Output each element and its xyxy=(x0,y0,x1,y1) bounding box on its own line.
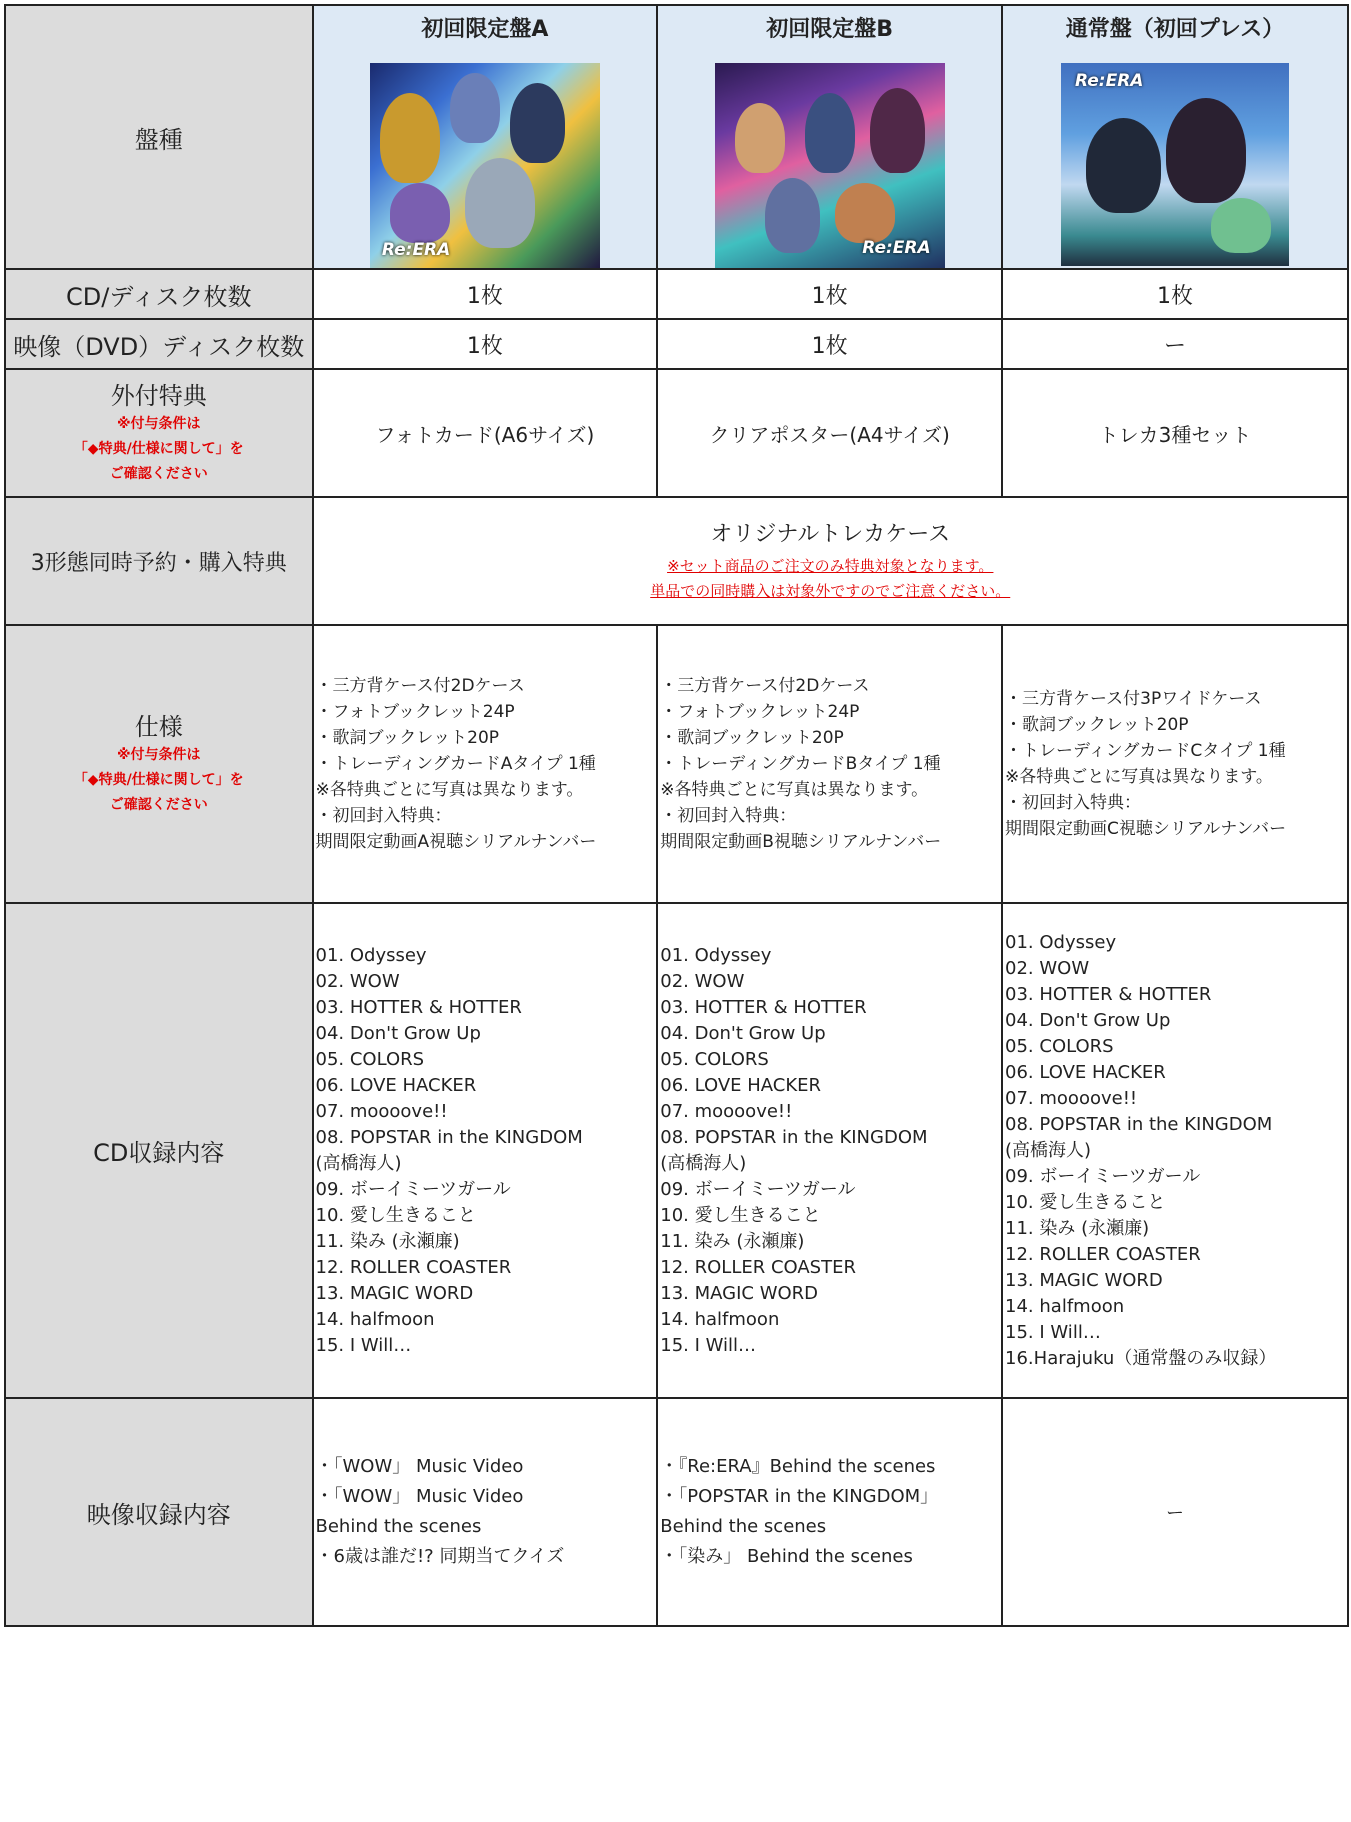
track-item: 01. Odyssey xyxy=(315,944,427,966)
cd-tracks-row xyxy=(5,903,1348,1398)
spec-line: ・三方背ケース付2Dケース xyxy=(660,676,870,696)
set-bonus-note-2: 単品での同時購入は対象外ですのでご注意ください。 xyxy=(650,582,1011,600)
bonus-c: トレカ3種セット xyxy=(1002,369,1348,497)
cd-tracks-c xyxy=(1002,903,1348,1398)
video-b xyxy=(657,1398,1002,1626)
row-label-set-bonus: 3形態同時予約・購入特典 xyxy=(5,497,313,625)
cd-tracks-a xyxy=(313,903,658,1398)
cd-count-row xyxy=(5,269,1348,319)
product-title-b: 初回限定盤B xyxy=(766,17,894,42)
track-item: (高橋海人) xyxy=(660,1152,747,1174)
row-label-dvd-count: 映像（DVD）ディスク枚数 xyxy=(5,319,313,369)
row-label-edition: 盤種 xyxy=(5,5,313,269)
spec-line: ・トレーディングカードBタイプ 1種 xyxy=(660,754,941,774)
spec-row xyxy=(5,625,1348,903)
track-item: 11. 染み (永瀬廉) xyxy=(315,1230,460,1252)
track-item: 10. 愛し生きること xyxy=(660,1204,821,1226)
bonus-a: フォトカード(A6サイズ) xyxy=(313,369,658,497)
spec-a xyxy=(313,625,658,903)
row-label-spec xyxy=(5,625,313,903)
jacket-logo-b: Re:ERA xyxy=(862,238,931,258)
spec-label: 仕様 xyxy=(134,712,183,741)
track-item: 03. HOTTER & HOTTER xyxy=(315,996,522,1018)
set-bonus-row xyxy=(5,497,1348,625)
cd-tracks-b xyxy=(657,903,1002,1398)
track-item: 05. COLORS xyxy=(315,1048,425,1070)
track-item: 03. HOTTER & HOTTER xyxy=(1005,983,1212,1005)
track-item: 10. 愛し生きること xyxy=(1005,1191,1166,1213)
track-item: 06. LOVE HACKER xyxy=(315,1074,477,1096)
jacket-image-a xyxy=(370,63,600,268)
set-bonus-note-1: ※セット商品のご注文のみ特典対象となります。 xyxy=(667,557,994,575)
video-item: ・「POPSTAR in the KINGDOM」 xyxy=(660,1486,939,1507)
track-item: 04. Don't Grow Up xyxy=(315,1022,481,1044)
track-item: 04. Don't Grow Up xyxy=(1005,1009,1171,1031)
spec-note-1: ※付与条件は xyxy=(116,746,201,763)
jacket-logo-c: Re:ERA xyxy=(1075,71,1144,91)
track-item: (高橋海人) xyxy=(1005,1139,1092,1161)
video-item: ・『Re:ERA』Behind the scenes xyxy=(660,1456,936,1477)
video-item: ・「染み」 Behind the scenes xyxy=(660,1546,913,1567)
track-item: 02. WOW xyxy=(1005,957,1090,979)
dvd-count-row xyxy=(5,319,1348,369)
spec-b xyxy=(657,625,1002,903)
track-item: 12. ROLLER COASTER xyxy=(1005,1243,1201,1265)
spec-line: ・初回封入特典： xyxy=(315,806,452,826)
track-item: 01. Odyssey xyxy=(1005,931,1117,953)
track-item: 13. MAGIC WORD xyxy=(660,1282,819,1304)
track-item: 13. MAGIC WORD xyxy=(315,1282,474,1304)
track-item: 08. POPSTAR in the KINGDOM xyxy=(315,1126,583,1148)
row-label-cd-count: CD/ディスク枚数 xyxy=(5,269,313,319)
track-item: (高橋海人) xyxy=(315,1152,402,1174)
track-item: 07. moooove!! xyxy=(315,1100,448,1122)
spec-line: ※各特典ごとに写真は異なります。 xyxy=(660,780,929,800)
spec-line: ・三方背ケース付3Pワイドケース xyxy=(1005,689,1262,709)
track-item: 06. LOVE HACKER xyxy=(1005,1061,1166,1083)
track-item: 05. COLORS xyxy=(1005,1035,1114,1057)
video-item: ・「WOW」 Music Video xyxy=(315,1486,524,1507)
track-item: 14. halfmoon xyxy=(1005,1295,1125,1317)
bonus-note-3: ご確認ください xyxy=(109,465,208,482)
track-item: 01. Odyssey xyxy=(660,944,772,966)
row-label-cd-tracks: CD収録内容 xyxy=(5,903,313,1398)
track-item: 15. I Will… xyxy=(315,1334,412,1356)
set-bonus-cell xyxy=(313,497,1349,625)
track-item: 08. POPSTAR in the KINGDOM xyxy=(1005,1113,1273,1135)
track-item: 12. ROLLER COASTER xyxy=(315,1256,512,1278)
spec-line: ・トレーディングカードAタイプ 1種 xyxy=(315,754,596,774)
spec-line: 期間限定動画C視聴シリアルナンバー xyxy=(1005,819,1287,839)
track-item: 10. 愛し生きること xyxy=(315,1204,476,1226)
track-item: 07. moooove!! xyxy=(660,1100,793,1122)
bonus-b: クリアポスター(A4サイズ) xyxy=(657,369,1002,497)
spec-line: ・三方背ケース付2Dケース xyxy=(315,676,525,696)
product-column-a xyxy=(313,5,658,269)
spec-line: ※各特典ごとに写真は異なります。 xyxy=(315,780,584,800)
track-item: 14. halfmoon xyxy=(315,1308,435,1330)
jacket-image-c xyxy=(1061,63,1289,266)
spec-line: ・フォトブックレット24P xyxy=(660,702,860,722)
video-row xyxy=(5,1398,1348,1626)
spec-note-2: 「◆特典/仕様に関して」を xyxy=(73,771,244,788)
spec-line: ・トレーディングカードCタイプ 1種 xyxy=(1005,741,1286,761)
track-item: 09. ボーイミーツガール xyxy=(660,1178,856,1200)
track-item: 11. 染み (永瀬廉) xyxy=(660,1230,805,1252)
track-item: 09. ボーイミーツガール xyxy=(1005,1165,1201,1187)
spec-note-3: ご確認ください xyxy=(109,796,208,813)
set-bonus-title: オリジナルトレカケース xyxy=(710,522,951,547)
video-item: ・「WOW」 Music Video xyxy=(315,1456,524,1477)
video-c: ー xyxy=(1002,1398,1348,1626)
track-item: 14. halfmoon xyxy=(660,1308,780,1330)
jacket-logo-a: Re:ERA xyxy=(381,240,451,260)
track-item: 02. WOW xyxy=(315,970,400,992)
video-item: Behind the scenes xyxy=(660,1516,827,1537)
track-item: 12. ROLLER COASTER xyxy=(660,1256,856,1278)
spec-line: ※各特典ごとに写真は異なります。 xyxy=(1005,767,1273,787)
spec-line: 期間限定動画A視聴シリアルナンバー xyxy=(315,832,597,852)
track-item: 09. ボーイミーツガール xyxy=(315,1178,511,1200)
track-item: 11. 染み (永瀬廉) xyxy=(1005,1217,1150,1239)
spec-line: ・初回封入特典： xyxy=(1005,793,1142,813)
track-item: 07. moooove!! xyxy=(1005,1087,1138,1109)
product-title-a: 初回限定盤A xyxy=(421,17,549,42)
row-label-bonus xyxy=(5,369,313,497)
track-item: 16.Harajuku（通常盤のみ収録） xyxy=(1005,1347,1277,1369)
spec-line: ・歌詞ブックレット20P xyxy=(1005,715,1189,735)
product-column-c xyxy=(1002,5,1348,269)
edition-header-row xyxy=(5,5,1348,269)
product-column-b xyxy=(657,5,1002,269)
track-item: 03. HOTTER & HOTTER xyxy=(660,996,867,1018)
video-item: Behind the scenes xyxy=(315,1516,482,1537)
edition-comparison-table xyxy=(4,4,1349,1627)
video-a xyxy=(313,1398,658,1626)
product-title-c: 通常盤（初回プレス） xyxy=(1065,17,1285,42)
dvd-count-b: 1枚 xyxy=(657,319,1002,369)
jacket-image-b xyxy=(715,63,945,268)
track-item: 15. I Will… xyxy=(660,1334,757,1356)
spec-line: ・歌詞ブックレット20P xyxy=(315,728,500,748)
cd-count-b: 1枚 xyxy=(657,269,1002,319)
track-item: 05. COLORS xyxy=(660,1048,769,1070)
spec-line: ・歌詞ブックレット20P xyxy=(660,728,844,748)
track-item: 06. LOVE HACKER xyxy=(660,1074,822,1096)
spec-line: 期間限定動画B視聴シリアルナンバー xyxy=(660,832,942,852)
dvd-count-c: ー xyxy=(1002,319,1348,369)
cd-count-a: 1枚 xyxy=(313,269,658,319)
bonus-note-2: 「◆特典/仕様に関して」を xyxy=(73,440,244,457)
track-item: 13. MAGIC WORD xyxy=(1005,1269,1163,1291)
spec-c xyxy=(1002,625,1348,903)
bonus-label: 外付特典 xyxy=(110,381,207,410)
bonus-row xyxy=(5,369,1348,497)
bonus-note-1: ※付与条件は xyxy=(116,415,201,432)
track-item: 15. I Will… xyxy=(1005,1321,1101,1343)
row-label-video: 映像収録内容 xyxy=(5,1398,313,1626)
spec-line: ・初回封入特典： xyxy=(660,806,797,826)
track-item: 04. Don't Grow Up xyxy=(660,1022,826,1044)
video-item: ・6歳は誰だ!? 同期当てクイズ xyxy=(315,1546,565,1567)
dvd-count-a: 1枚 xyxy=(313,319,658,369)
track-item: 08. POPSTAR in the KINGDOM xyxy=(660,1126,928,1148)
spec-line: ・フォトブックレット24P xyxy=(315,702,515,722)
track-item: 02. WOW xyxy=(660,970,745,992)
cd-count-c: 1枚 xyxy=(1002,269,1348,319)
